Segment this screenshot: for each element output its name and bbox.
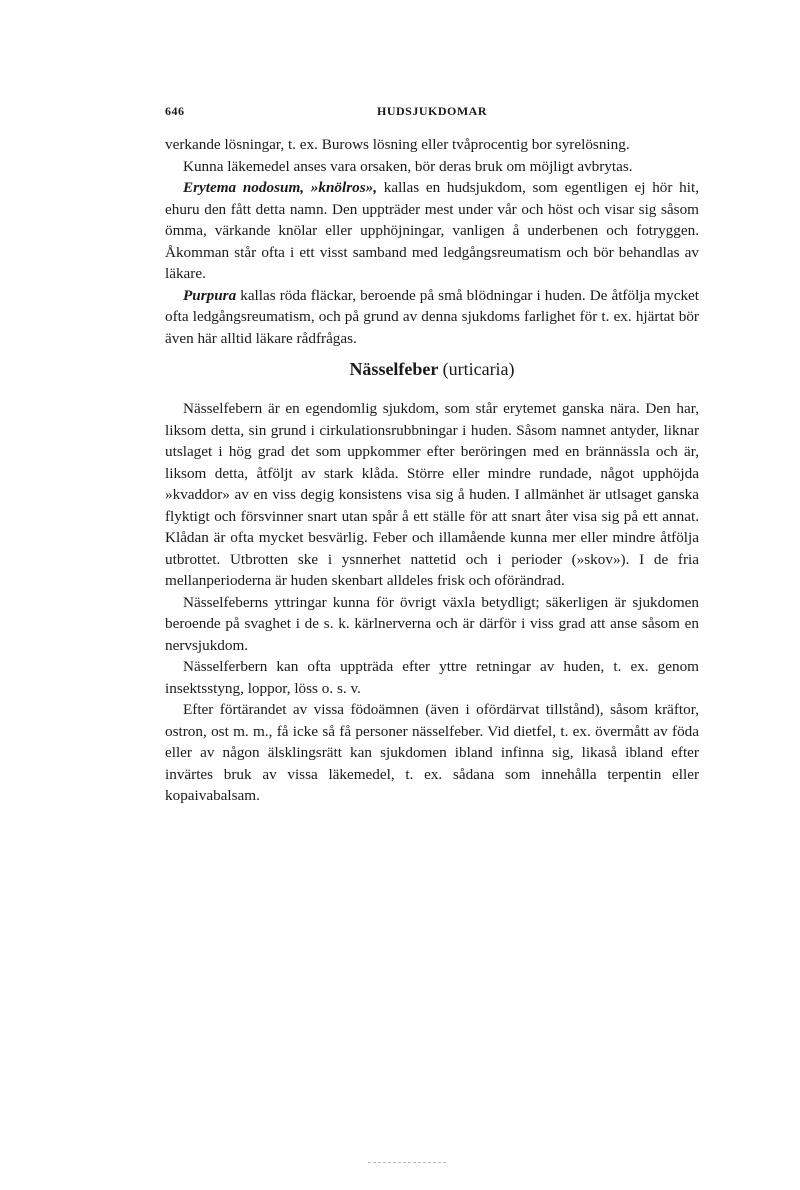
section-subtitle: (urticaria) xyxy=(442,359,515,379)
page-number: 646 xyxy=(165,104,185,118)
paragraph-text: Nässelfeberns yttringar kunna för övrigt växla betydligt; säkerligen är sjukdomen beroende på svaghet i de s. k. kärlnerverna och är därför i viss grad att anse såsom en nervsjukdom. xyxy=(165,593,699,654)
paragraph-text: Nässelfebern är en egendomlig sjukdom, som står erytemet ganska nära. Den har, liksom detta, sin grund i cirkulationsrubbningar i huden. Såsom namnet antyder, liknar utslaget i hög grad det som uppkommer efter beröringen med en brännässla och är, liksom detta, åtföljt av stark klåda. Större eller mindre rundade, något upphöjda »kvaddor» av en viss degig konsistens visa sig å huden. I allmänhet är utlsaget ganska flyktigt och försvinner snart utan spår å ett ställe för att snart åter visa sig på ett annat. Klådan är ofta mycket besvärlig. Feber och illamående kunna mer eller mindre åtfölja utbrottet. Utbrotten ske i ysnnerhet nattetid och i perioder (»skov»). I de fria mellanperioderna är huden skenbart alldeles frisk och oförändrad. xyxy=(165,400,699,589)
section-heading xyxy=(165,359,699,380)
section-title: Nässelfeber xyxy=(349,359,439,379)
paragraph xyxy=(165,285,699,350)
footer-rule xyxy=(368,1162,446,1163)
paragraph-text: kallas en hudsjukdom, som egentligen ej hör hit, ehuru den fått detta namn. Den uppträder mest under vår och höst och visar sig såsom ömma, värkande knölar eller upphöjningar, vanligen å underbenen och fotryggen. Åkomman står ofta i ett visst samband med ledgångsreumatism och bör behandlas av läkare. xyxy=(165,179,699,282)
term-erytema-nodosum: Erytema nodosum, »knölros», xyxy=(183,179,378,196)
paragraph xyxy=(165,398,699,592)
paragraph-text: verkande lösningar, t. ex. Burows lösning eller tvåprocentig bor syrelösning. xyxy=(165,136,630,153)
paragraph xyxy=(165,656,699,699)
paragraph-text: Efter förtärandet av vissa födoämnen (även i ofördärvat tillstånd), såsom kräftor, ostron, ost m. m., få icke så få personer nässelfeber. Vid dietfel, t. ex. övermått av föda eller av någon älsklingsrätt kan sjukdomen ibland infinna sig, likaså ibland efter invärtes bruk av vissa läkemedel, t. ex. sådana som innehålla terpentin eller kopaivabalsam. xyxy=(165,701,699,804)
paragraph xyxy=(165,699,699,807)
paragraph-text: kallas röda fläckar, beroende på små blödningar i huden. De åtfölja mycket ofta ledgångsreumatism, och på grund av denna sjukdoms farlighet för t. ex. hjärtat bör även här alltid läkare rådfrågas. xyxy=(165,286,699,347)
book-page xyxy=(165,104,699,807)
page-header xyxy=(165,104,699,126)
paragraph xyxy=(165,592,699,657)
paragraph xyxy=(165,177,699,285)
paragraph-text: Nässelferbern kan ofta uppträda efter yttre retningar av huden, t. ex. genom insektsstyng, loppor, löss o. s. v. xyxy=(165,658,699,697)
paragraph xyxy=(165,156,699,178)
running-title: HUDSJUKDOMAR xyxy=(377,104,487,118)
term-purpura: Purpura xyxy=(183,286,237,304)
paragraph-text: Kunna läkemedel anses vara orsaken, bör deras bruk om möjligt avbrytas. xyxy=(183,157,633,175)
paragraph xyxy=(165,134,699,156)
